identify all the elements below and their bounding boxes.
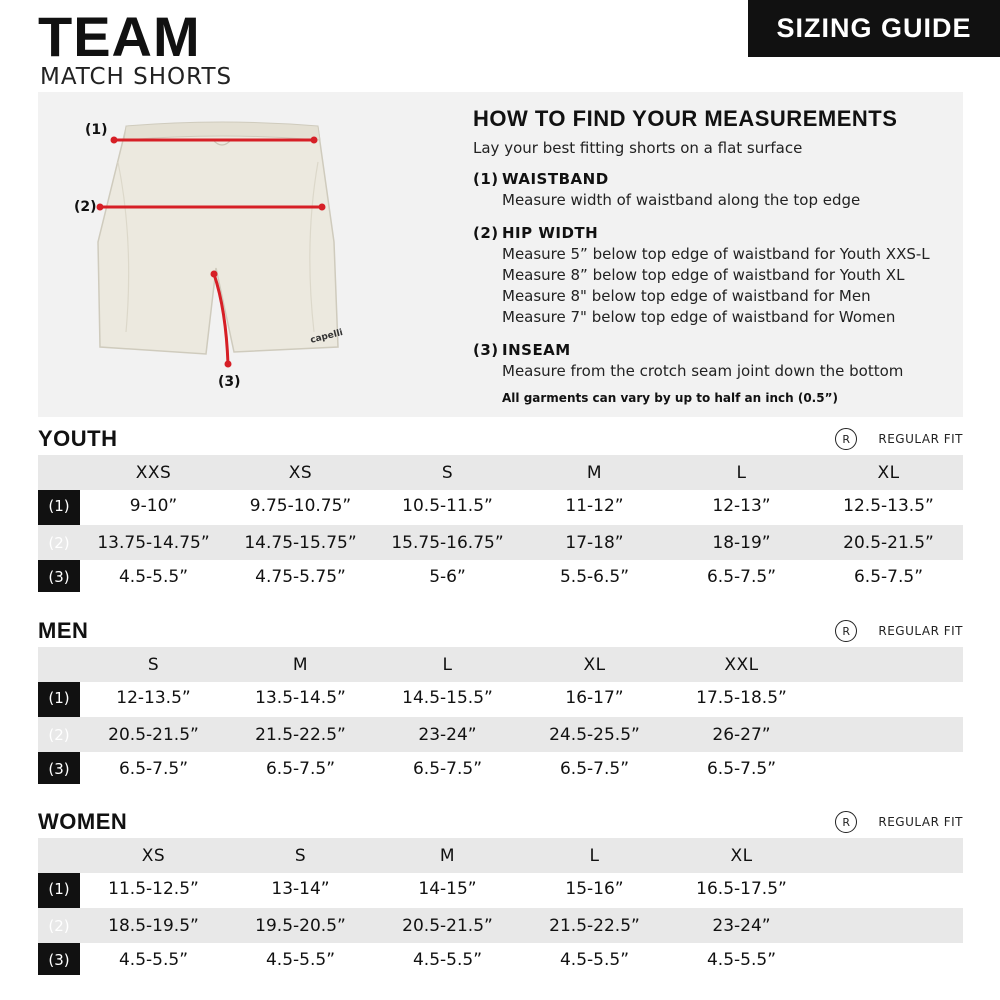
step-title: HIP WIDTH bbox=[502, 224, 599, 242]
table-cell: 9-10” bbox=[129, 495, 178, 516]
size-header: M bbox=[586, 462, 603, 483]
regular-fit-icon: R bbox=[835, 428, 857, 450]
step-hip-width bbox=[473, 224, 953, 328]
size-header: XL bbox=[583, 654, 606, 675]
table-cell: 26-27” bbox=[712, 724, 771, 745]
how-to-intro: Lay your best fitting shorts on a flat surface bbox=[473, 139, 803, 157]
table-cell: 14.5-15.5” bbox=[402, 687, 493, 708]
row-label: (2) bbox=[48, 533, 70, 552]
table-cell: 10.5-11.5” bbox=[402, 495, 493, 516]
table-row bbox=[38, 942, 963, 977]
size-header: L bbox=[736, 462, 747, 483]
table-row bbox=[38, 908, 963, 943]
row-label: (1) bbox=[48, 688, 70, 707]
table-cell: 18.5-19.5” bbox=[108, 915, 199, 936]
table-cell: 14.75-15.75” bbox=[244, 532, 357, 553]
table-cell: 23-24” bbox=[418, 724, 477, 745]
table-cell: 6.5-7.5” bbox=[853, 566, 923, 587]
fit-label: REGULAR FIT bbox=[878, 432, 963, 446]
table-row bbox=[38, 680, 963, 715]
table-cell: 15.75-16.75” bbox=[391, 532, 504, 553]
table-cell: 4.5-5.5” bbox=[412, 949, 482, 970]
table-cell: 20.5-21.5” bbox=[843, 532, 934, 553]
table-cell: 23-24” bbox=[712, 915, 771, 936]
table-cell: 6.5-7.5” bbox=[706, 566, 776, 587]
table-cell: 24.5-25.5” bbox=[549, 724, 640, 745]
table-row bbox=[38, 751, 963, 786]
size-header: XS bbox=[141, 845, 166, 866]
youth-size-section bbox=[38, 426, 963, 596]
step-waistband bbox=[473, 170, 953, 211]
size-header: XS bbox=[288, 462, 313, 483]
table-cell: 12-13” bbox=[712, 495, 771, 516]
table-cell: 16.5-17.5” bbox=[696, 878, 787, 899]
size-header: XL bbox=[877, 462, 900, 483]
size-header: M bbox=[439, 845, 456, 866]
table-row bbox=[38, 488, 963, 523]
step-number: (3) bbox=[473, 341, 499, 359]
table-cell: 20.5-21.5” bbox=[108, 724, 199, 745]
row-label: (1) bbox=[48, 879, 70, 898]
step-title: WAISTBAND bbox=[502, 170, 609, 188]
table-cell: 17-18” bbox=[565, 532, 624, 553]
fit-label: REGULAR FIT bbox=[878, 815, 963, 829]
shorts-diagram bbox=[38, 92, 458, 417]
table-cell: 11-12” bbox=[565, 495, 624, 516]
row-label: (2) bbox=[48, 725, 70, 744]
size-header: M bbox=[292, 654, 309, 675]
step-instruction: Measure 7" below top edge of waistband for Women bbox=[502, 308, 896, 326]
size-header: L bbox=[589, 845, 600, 866]
men-size-section bbox=[38, 618, 963, 788]
table-cell: 17.5-18.5” bbox=[696, 687, 787, 708]
table-cell: 21.5-22.5” bbox=[255, 724, 346, 745]
table-cell: 13-14” bbox=[271, 878, 330, 899]
size-header: L bbox=[442, 654, 453, 675]
table-cell: 15-16” bbox=[565, 878, 624, 899]
table-cell: 4.5-5.5” bbox=[118, 949, 188, 970]
how-to-measure bbox=[473, 106, 953, 405]
row-label: (2) bbox=[48, 916, 70, 935]
size-header-row bbox=[38, 647, 963, 682]
section-title: WOMEN bbox=[38, 809, 128, 834]
size-header-row bbox=[38, 455, 963, 490]
table-cell: 5-6” bbox=[429, 566, 466, 587]
table-cell: 20.5-21.5” bbox=[402, 915, 493, 936]
row-label: (1) bbox=[48, 496, 70, 515]
brand-logo: capelli bbox=[309, 327, 345, 346]
diagram-label-waistband: (1) bbox=[85, 122, 108, 138]
diagram-label-hip: (2) bbox=[74, 199, 97, 215]
table-cell: 6.5-7.5” bbox=[412, 758, 482, 779]
table-cell: 14-15” bbox=[418, 878, 477, 899]
table-cell: 4.5-5.5” bbox=[559, 949, 629, 970]
sizing-guide-tag: SIZING GUIDE bbox=[748, 0, 1000, 57]
row-label: (3) bbox=[48, 567, 70, 586]
size-header: S bbox=[441, 462, 454, 483]
brand-title: TEAM bbox=[38, 5, 201, 68]
table-cell: 6.5-7.5” bbox=[559, 758, 629, 779]
table-cell: 11.5-12.5” bbox=[108, 878, 199, 899]
step-instruction: Measure width of waistband along the top edge bbox=[502, 191, 861, 209]
table-cell: 6.5-7.5” bbox=[706, 758, 776, 779]
measurement-info-panel bbox=[38, 92, 963, 417]
regular-fit-icon: R bbox=[835, 620, 857, 642]
table-row bbox=[38, 717, 963, 752]
product-subtitle: MATCH SHORTS bbox=[40, 64, 233, 90]
fit-badge bbox=[835, 811, 963, 833]
table-row bbox=[38, 871, 963, 906]
size-header: XXS bbox=[135, 462, 172, 483]
step-instruction: Measure 8” below top edge of waistband for Youth XL bbox=[502, 266, 905, 284]
table-cell: 12-13.5” bbox=[116, 687, 191, 708]
table-cell: 13.75-14.75” bbox=[97, 532, 210, 553]
women-size-section bbox=[38, 809, 963, 979]
size-header: XXL bbox=[724, 654, 759, 675]
table-cell: 13.5-14.5” bbox=[255, 687, 346, 708]
section-title: YOUTH bbox=[38, 426, 118, 451]
row-label: (3) bbox=[48, 759, 70, 778]
table-cell: 21.5-22.5” bbox=[549, 915, 640, 936]
table-cell: 4.5-5.5” bbox=[265, 949, 335, 970]
table-cell: 18-19” bbox=[712, 532, 771, 553]
step-number: (2) bbox=[473, 224, 499, 242]
table-cell: 9.75-10.75” bbox=[249, 495, 352, 516]
step-inseam bbox=[473, 341, 953, 382]
how-to-title: HOW TO FIND YOUR MEASUREMENTS bbox=[473, 106, 898, 131]
table-cell: 4.75-5.75” bbox=[255, 566, 346, 587]
step-instruction: Measure 8" below top edge of waistband for Men bbox=[502, 287, 871, 305]
table-cell: 6.5-7.5” bbox=[118, 758, 188, 779]
table-cell: 5.5-6.5” bbox=[559, 566, 629, 587]
table-cell: 6.5-7.5” bbox=[265, 758, 335, 779]
size-header: S bbox=[294, 845, 307, 866]
table-cell: 4.5-5.5” bbox=[118, 566, 188, 587]
fit-badge bbox=[835, 428, 963, 450]
size-header: S bbox=[147, 654, 160, 675]
section-title: MEN bbox=[38, 618, 89, 643]
shorts-shape bbox=[98, 128, 338, 354]
size-header-row bbox=[38, 838, 963, 873]
table-cell: 19.5-20.5” bbox=[255, 915, 346, 936]
regular-fit-icon: R bbox=[835, 811, 857, 833]
step-instruction: Measure 5” below top edge of waistband for Youth XXS-L bbox=[502, 245, 930, 263]
table-row bbox=[38, 525, 963, 560]
diagram-label-inseam: (3) bbox=[218, 374, 241, 390]
step-number: (1) bbox=[473, 170, 499, 188]
variance-disclaimer: All garments can vary by up to half an inch (0.5”) bbox=[502, 391, 838, 405]
table-row bbox=[38, 559, 963, 594]
table-cell: 16-17” bbox=[565, 687, 624, 708]
row-label: (3) bbox=[48, 950, 70, 969]
step-instruction: Measure from the crotch seam joint down the bottom bbox=[502, 362, 904, 380]
step-title: INSEAM bbox=[502, 341, 571, 359]
fit-badge bbox=[835, 620, 963, 642]
size-header: XL bbox=[730, 845, 753, 866]
table-cell: 4.5-5.5” bbox=[706, 949, 776, 970]
fit-label: REGULAR FIT bbox=[878, 624, 963, 638]
table-cell: 12.5-13.5” bbox=[843, 495, 934, 516]
